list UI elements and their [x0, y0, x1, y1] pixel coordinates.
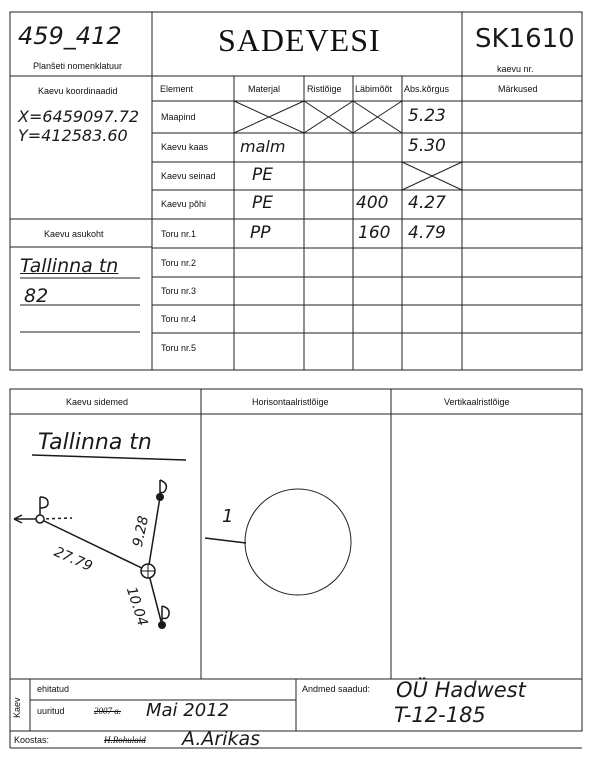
nomenclature-value: 459_412	[18, 22, 122, 50]
row-material: malm	[240, 137, 286, 156]
footer-side-label: Kaev	[12, 697, 22, 718]
row-material: PE	[252, 193, 273, 213]
tie-distance-2: 9.28	[130, 514, 153, 549]
well-cross-section-circle	[245, 489, 351, 595]
row-element: Toru nr.5	[161, 343, 197, 353]
tie-point-bottom	[158, 621, 166, 629]
surveyed-struck-date: 2007 a.	[94, 706, 121, 716]
composed-name: A.Arikas	[182, 728, 261, 750]
row-diameter: 160	[358, 223, 391, 243]
built-label: ehitatud	[37, 684, 70, 694]
row-abs-height: 4.79	[408, 223, 446, 243]
tie-point-left	[36, 515, 44, 523]
location-number: 82	[24, 285, 49, 307]
horizontal-section-label: Horisontaalristlõige	[252, 397, 329, 407]
col-header-abs-height: Abs.kõrgus	[404, 84, 450, 94]
row-abs-height: 5.30	[408, 136, 446, 156]
tie-distance-1: 27.79	[51, 544, 95, 575]
nomenclature-label: Planšeti nomenklatuur	[33, 61, 123, 71]
row-material: PP	[250, 223, 271, 243]
row-element: Maapind	[161, 112, 196, 122]
pipe-1-line	[205, 538, 246, 543]
row-diameter: 400	[356, 193, 389, 213]
row-abs-height: 4.27	[408, 193, 446, 213]
row-element: Kaevu seinad	[161, 171, 216, 181]
coordinates-label: Kaevu koordinaadid	[38, 86, 118, 96]
location-label: Kaevu asukoht	[44, 229, 104, 239]
col-header-element: Element	[160, 84, 194, 94]
coordinate-x: X=6459097.72	[18, 107, 140, 126]
col-header-notes: Märkused	[498, 84, 538, 94]
surveyed-label: uuritud	[37, 706, 65, 716]
row-element: Kaevu kaas	[161, 142, 209, 152]
sketch-street-name: Tallinna tn	[38, 430, 152, 455]
coordinate-y: Y=412583.60	[18, 126, 128, 145]
data-from-company: OÜ Hadwest	[396, 678, 526, 702]
col-header-cross-section: Ristlõige	[307, 84, 342, 94]
row-abs-height: 5.23	[408, 106, 446, 126]
row-element: Toru nr.1	[161, 229, 197, 239]
data-from-reference: T-12-185	[394, 703, 486, 727]
vertical-section-label: Vertikaalristlõige	[444, 397, 510, 407]
tie-distance-3: 10.04	[122, 585, 151, 629]
data-from-label: Andmed saadud:	[302, 684, 371, 694]
ties-label: Kaevu sidemed	[66, 397, 129, 407]
pipe-1-mark: 1	[222, 506, 234, 527]
col-header-material: Materjal	[248, 84, 281, 94]
page-title: SADEVESI	[218, 22, 381, 58]
well-number-value: SK1610	[475, 24, 575, 54]
location-street: Tallinna tn	[20, 255, 119, 277]
row-element: Kaevu põhi	[161, 199, 207, 209]
row-material: PE	[252, 165, 273, 185]
row-element: Toru nr.4	[161, 314, 197, 324]
tie-point-top	[156, 493, 164, 501]
row-element: Toru nr.2	[161, 258, 197, 268]
row-element: Toru nr.3	[161, 286, 197, 296]
ties-sketch	[14, 455, 186, 625]
col-header-diameter: Läbimõõt	[355, 84, 393, 94]
composed-label: Koostas:	[14, 735, 50, 745]
well-number-label: kaevu nr.	[497, 64, 534, 74]
composed-struck-name: H.Rohulaid	[104, 735, 146, 745]
surveyed-date: Mai 2012	[146, 700, 230, 721]
